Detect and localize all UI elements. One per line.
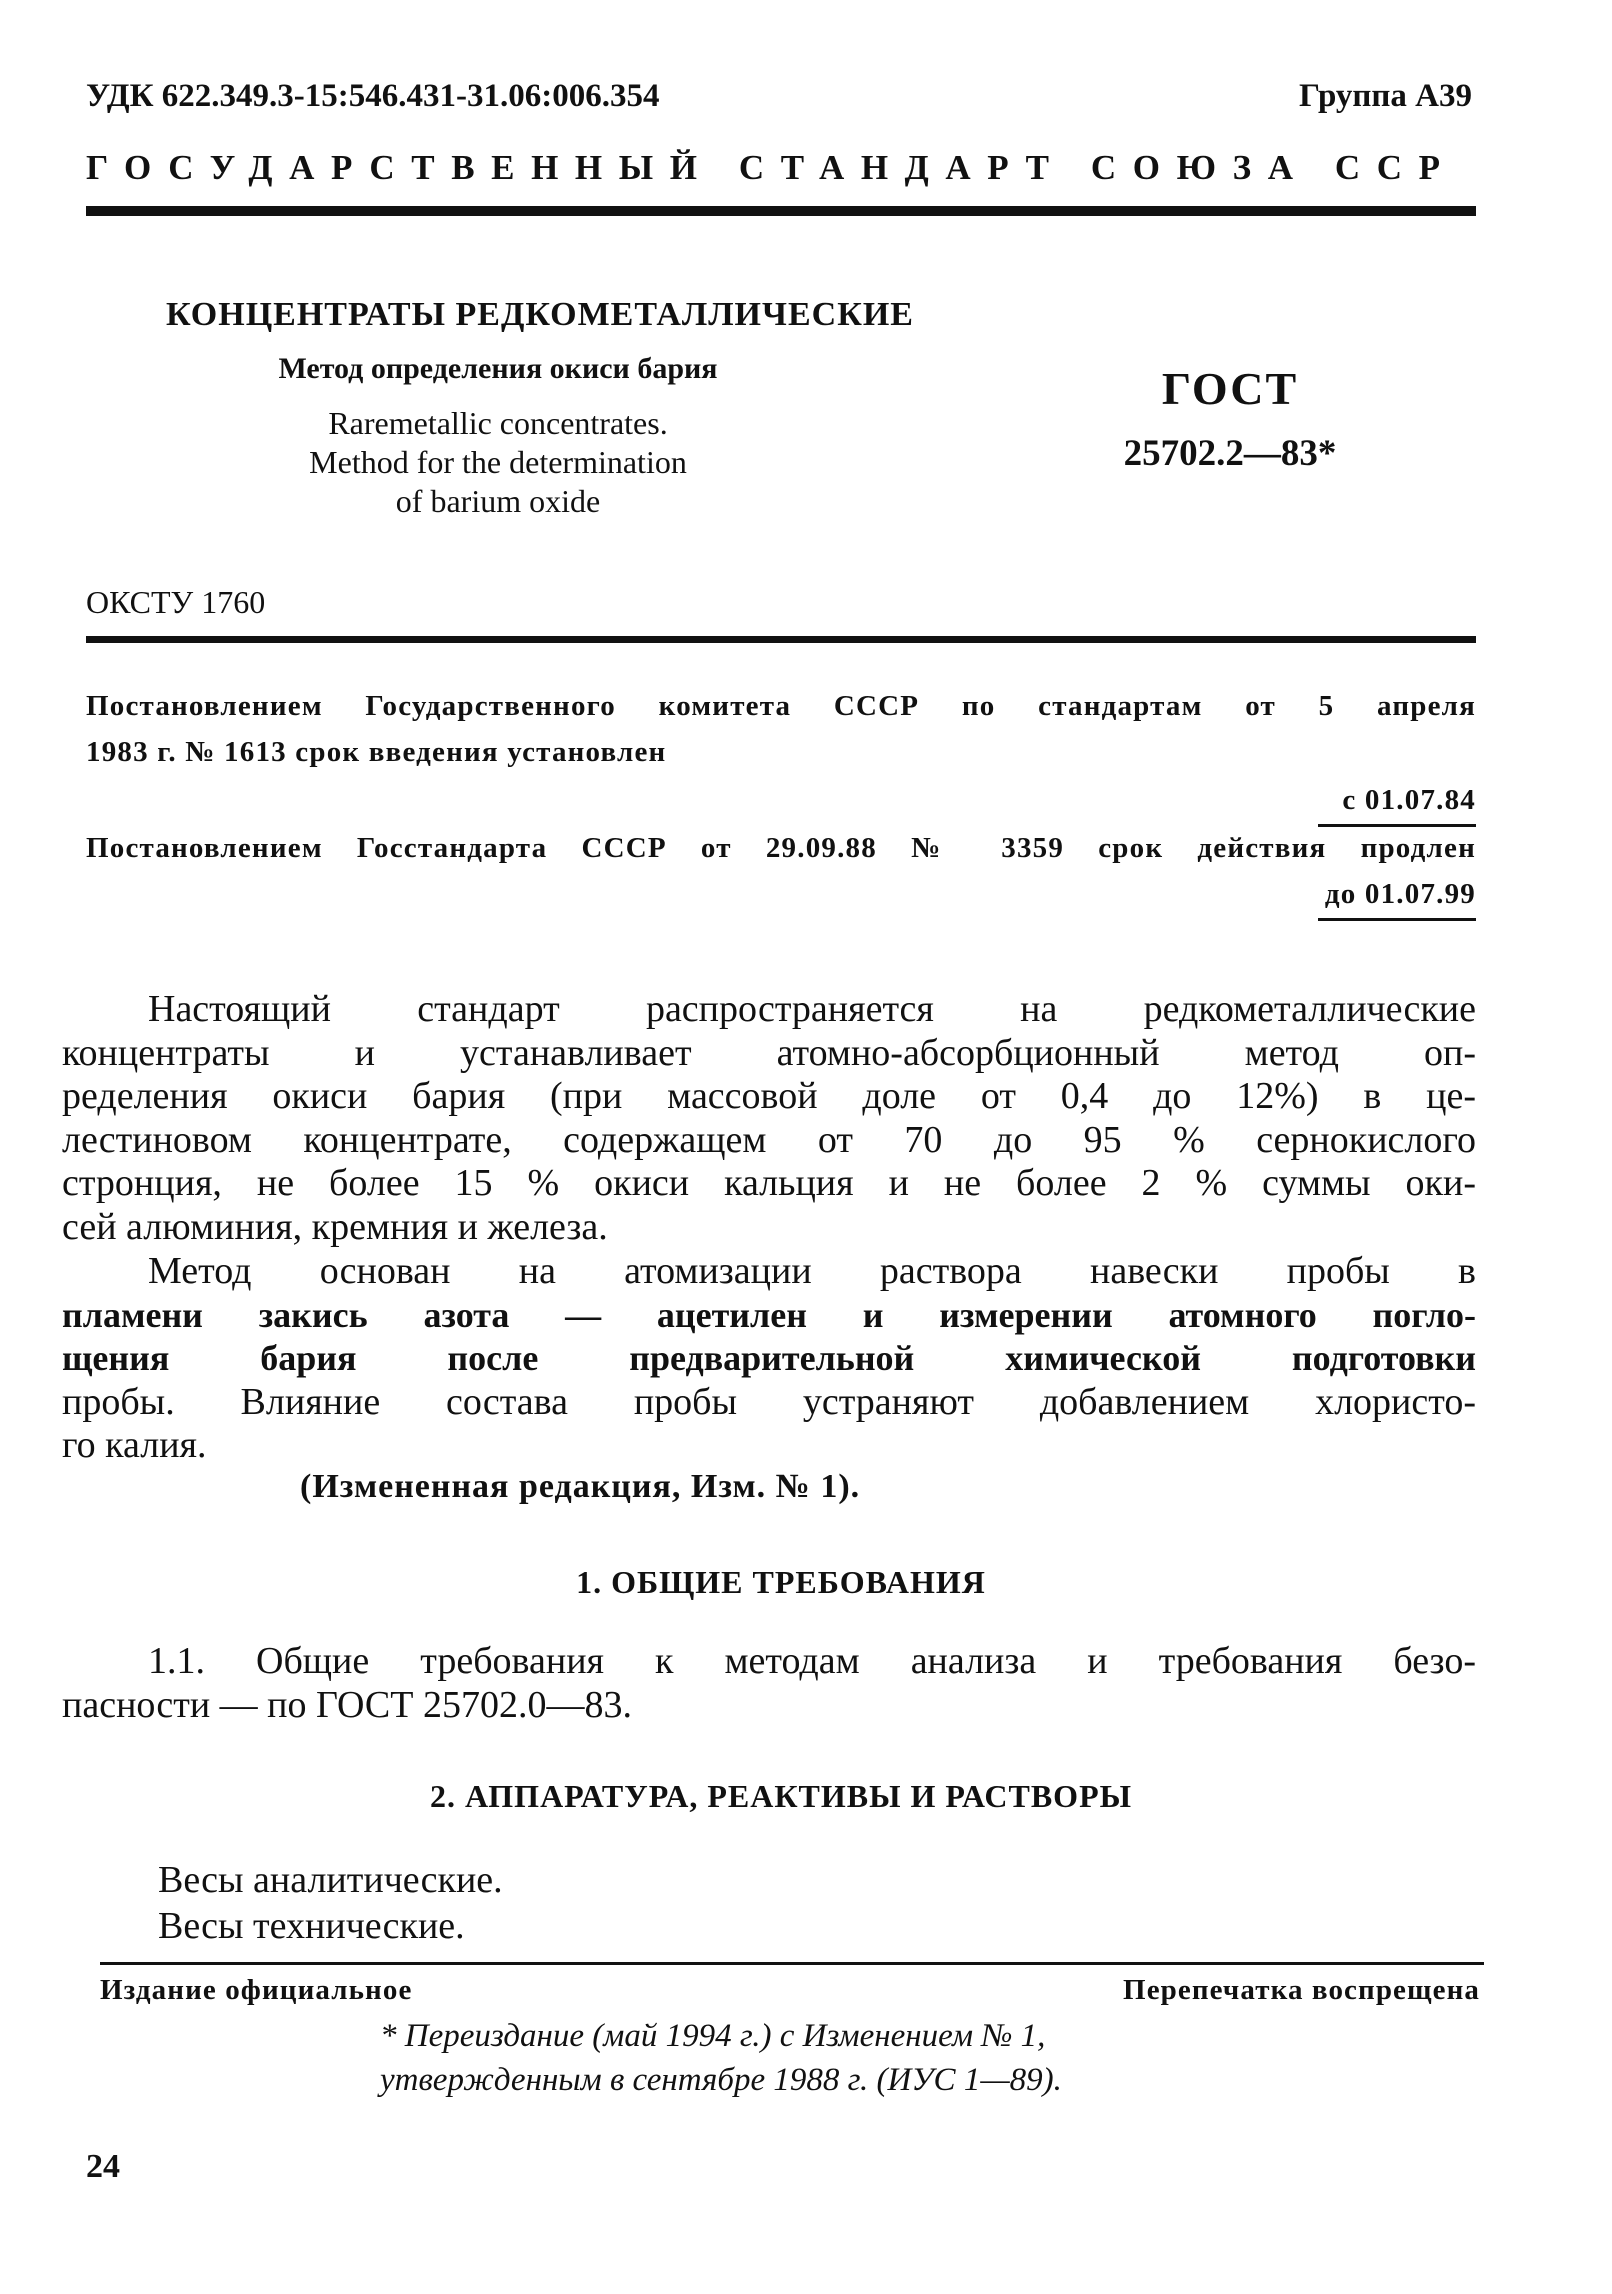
decree-2-line-1: Постановлением Госстандарта СССР от 29.09.88 № 3359 срок действия продлен	[86, 832, 1476, 864]
footer-rule	[100, 1962, 1484, 1965]
paragraph-line: пасности — по ГОСТ 25702.0—83.	[62, 1683, 632, 1726]
gost-label: ГОСТ	[1161, 363, 1299, 414]
decree-1-line-1: Постановлением Государственного комитета СССР по стандартам от 5 апреля	[86, 690, 1476, 722]
group-code: Группа А39	[1299, 78, 1472, 114]
edition-note: Издание официальное	[100, 1974, 413, 2006]
decree-1-date: с 01.07.84	[1342, 784, 1476, 816]
document-subtitle: Метод определения окиси бария	[278, 352, 718, 385]
reissue-footnote-line: * Переиздание (май 1994 г.) с Изменением № 1,	[380, 2018, 1046, 2054]
reprint-note: Перепечатка воспрещена	[1123, 1974, 1480, 2006]
paragraph-line: го калия.	[62, 1424, 207, 1466]
paragraph-line: пробы. Влияние состава пробы устраняют добавлением хлористо-	[62, 1380, 1476, 1423]
english-title	[166, 404, 830, 521]
document-title: КОНЦЕНТРАТЫ РЕДКОМЕТАЛЛИЧЕСКИЕ	[166, 296, 914, 333]
paragraph-line: стронция, не более 15 % окиси кальция и не более 2 % суммы оки-	[62, 1162, 1476, 1204]
udk-code: УДК 622.349.3-15:546.431-31.06:006.354	[86, 78, 660, 114]
section-2-heading: 2. АППАРАТУРА, РЕАКТИВЫ И РАСТВОРЫ	[429, 1778, 1133, 1814]
paragraph-line: Метод основан на атомизации раствора навески пробы в	[148, 1250, 1476, 1292]
method-paragraph	[62, 1250, 1476, 1468]
english-title-line: Raremetallic concentrates.	[328, 405, 668, 441]
decree-1-line-2: 1983 г. № 1613 срок введения установлен	[86, 736, 667, 768]
decree-2-date-rule	[1318, 918, 1476, 921]
amendment-note: (Измененная редакция, Изм. № 1).	[300, 1468, 861, 1505]
section-1-heading: 1. ОБЩИЕ ТРЕБОВАНИЯ	[576, 1564, 986, 1600]
reissue-footnote-line: утвержденным в сентябре 1988 г. (ИУС 1—89).	[380, 2062, 1062, 2098]
okstu-code: ОКСТУ 1760	[86, 584, 266, 620]
english-title-line: Method for the determination	[309, 444, 687, 480]
paragraph-line: 1.1. Общие требования к методам анализа и требования безо-	[148, 1640, 1476, 1682]
section-1-paragraph	[62, 1640, 1476, 1727]
decree-2-date: до 01.07.99	[1324, 878, 1476, 910]
equipment-item: Весы технические.	[158, 1905, 465, 1947]
paragraph-line: Настоящий стандарт распространяется на редкометаллические	[148, 988, 1476, 1030]
gost-number: 25702.2—83*	[1123, 433, 1337, 474]
paragraph-line: лестиновом концентрате, содержащем от 70 до 95 % сернокислого	[62, 1118, 1476, 1161]
intro-paragraph	[62, 988, 1476, 1249]
page-number: 24	[86, 2148, 120, 2185]
okstu-rule	[86, 636, 1476, 643]
decree-1-date-rule	[1318, 824, 1476, 827]
paragraph-line: концентраты и устанавливает атомно-абсорбционный метод оп-	[62, 1031, 1476, 1074]
english-title-line: of barium oxide	[395, 483, 601, 519]
paragraph-line: щения бария после предварительной химической подготовки	[62, 1338, 1476, 1378]
paragraph-line: пламени закись азота — ацетилен и измерении атомного погло-	[62, 1294, 1476, 1335]
equipment-item: Весы аналитические.	[158, 1859, 503, 1901]
state-standard-heading: ГОСУДАРСТВЕННЫЙ СТАНДАРТ СОЮЗА ССР	[86, 148, 1457, 187]
header-rule	[86, 206, 1476, 216]
paragraph-line: сей алюминия, кремния и железа.	[62, 1205, 608, 1248]
paragraph-line: ределения окиси бария (при массовой доле от 0,4 до 12%) в це-	[62, 1075, 1476, 1117]
